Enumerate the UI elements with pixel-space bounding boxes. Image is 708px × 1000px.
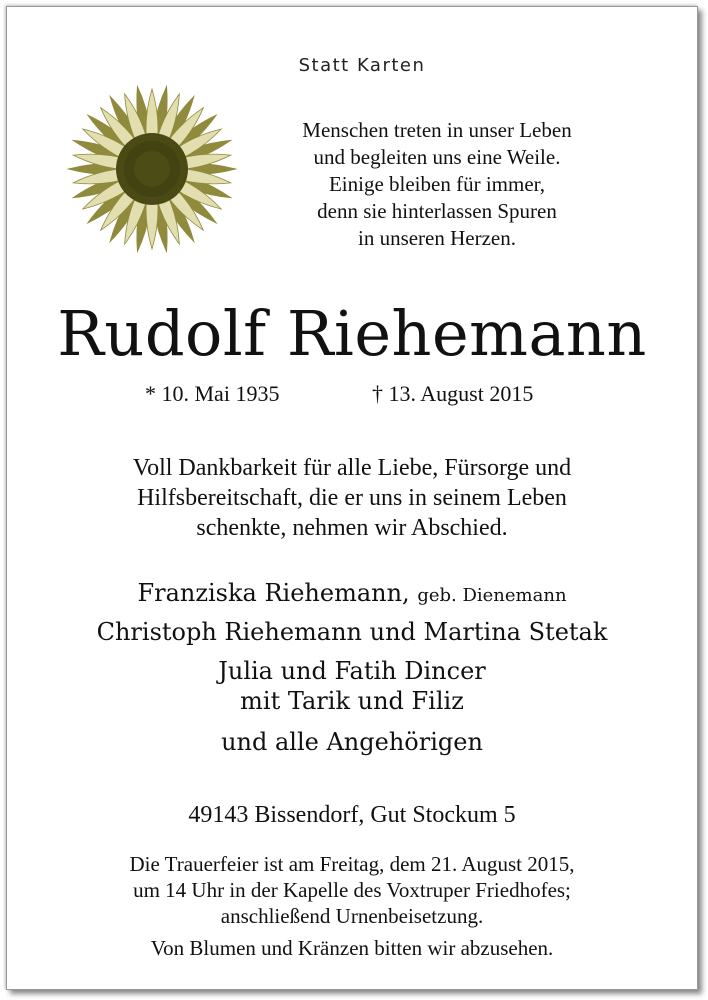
family-line-widow	[7, 575, 697, 614]
thanks-text	[7, 453, 697, 543]
poem-line: Menschen treten in unser Leben	[302, 118, 572, 142]
thanks-line: Voll Dankbarkeit für alle Liebe, Fürsorge und	[132, 455, 572, 481]
poem-line: und begleiten uns eine Weile.	[313, 145, 561, 169]
poem-line: Einige bleiben für immer,	[328, 172, 546, 196]
birth-date: * 10. Mai 1935	[145, 381, 280, 406]
widow-name: Franziska Riehemann,	[137, 579, 410, 607]
thanks-line: schenkte, nehmen wir Abschied.	[196, 515, 508, 541]
family-line-daughter: Julia und Fatih Dincer	[218, 657, 486, 685]
poem-line: in unseren Herzen.	[357, 226, 516, 250]
funeral-line: um 14 Uhr in der Kapelle des Voxtruper Friedhofes;	[133, 878, 571, 902]
poem	[257, 117, 617, 252]
sunflower-icon	[62, 79, 242, 259]
thanks-line: Hilfsbereitschaft, die er uns in seinem Leben	[137, 485, 567, 511]
flowers-note: Von Blumen und Kränzen bitten wir abzusehen.	[150, 936, 554, 960]
family-line-son: Christoph Riehemann und Martina Stetak	[96, 618, 608, 646]
widow-maiden-name: geb. Dienemann	[417, 585, 567, 606]
funeral-info	[7, 851, 697, 929]
address: 49143 Bissendorf, Gut Stockum 5	[188, 802, 516, 828]
funeral-line: Die Trauerfeier ist am Freitag, dem 21. August 2015,	[129, 852, 575, 876]
family-line-grandchildren: mit Tarik und Filiz	[240, 687, 464, 715]
statt-karten-label: Statt Karten	[298, 55, 426, 76]
poem-line: denn sie hinterlassen Spuren	[317, 199, 557, 223]
funeral-line: anschließend Urnenbeisetzung.	[220, 904, 484, 928]
family-line-relatives: und alle Angehörigen	[221, 728, 483, 756]
obituary-card	[6, 6, 698, 990]
death-date: † 13. August 2015	[372, 381, 534, 406]
deceased-name: Rudolf Riehemann	[57, 297, 647, 370]
family-list	[7, 575, 697, 760]
